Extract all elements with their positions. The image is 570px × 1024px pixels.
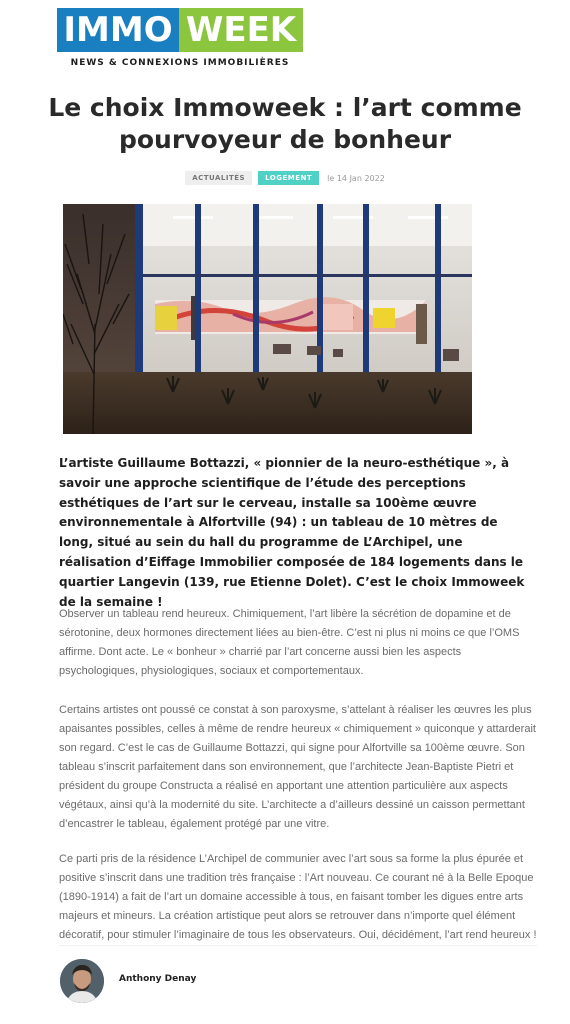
article-paragraph-1: Observer un tableau rend heureux. Chimiquement, l’art libère la sécrétion de dopamine et de sérotonine, deux hormones directement liées au bien-être. C’est ni plus ni moins ce que l’OMS affirme. Dont acte. Le « bonheur » charrié par l’art concerne aussi bien les aspects psychologiques, physiologiques, sociaux et comportementaux. xyxy=(59,608,520,677)
avatar-portrait xyxy=(60,959,104,1003)
logo-week: WEEK xyxy=(179,8,303,52)
article-title: Le choix Immoweek : l’art comme pourvoyeur de bonheur xyxy=(48,93,522,154)
logo-tagline: NEWS & CONNEXIONS IMMOBILIÈRES xyxy=(70,58,290,68)
logo-immo: IMMO xyxy=(57,8,179,52)
article-paragraph-2: Certains artistes ont poussé ce constat à son paroxysme, s’attelant à réaliser les œuvres les plus apaisantes possibles, celles à même de rendre heureux « chimiquement » quiconque y attarderait son regard. C’est le cas de Guillaume Bottazzi, qui signe pour Alfortville sa 100ème œuvre. Son tableau s’inscrit parfaitement dans son environnement, que l’architecte Jean-Baptiste Pietri et président du groupe Constructa a réalisé en apportant une attention particulière aux aspects végétaux, ainsi qu’à la modernité du site. L’architecte a d’ailleurs dessiné un caisson permettant d’encastrer le tableau, également protégé par une vitre. xyxy=(59,704,536,830)
category-badge-actualites[interactable]: ACTUALITÉS xyxy=(185,171,252,185)
author-divider xyxy=(59,945,537,946)
category-badge-logement[interactable]: LOGEMENT xyxy=(258,171,319,185)
article-paragraph-3: Ce parti pris de la résidence L’Archipel de communier avec l’art sous sa forme la plus épurée et positive s’inscrit dans une tradition très française : l’Art nouveau. Ce courant né à la Belle Epoque (1890-1914) a fait de l’art un domaine accessible à tous, en faisant tomber les digues entre arts majeurs et mineurs. La création artistique peut alors se retrouver dans n’importe quel élément décoratif, pour stimuler l’imaginaire de tous les observateurs. Oui, décidément, l’art rend heureux ! xyxy=(59,853,537,941)
author-name[interactable]: Anthony Denay xyxy=(119,974,197,984)
building-hall-illustration xyxy=(63,204,472,434)
article-lead: L’artiste Guillaume Bottazzi, « pionnier de la neuro-esthétique », à savoir une approche scientifique de l’étude des perceptions esthétiques de l’art sur le cerveau, installe sa 100ème œuvre environnementale à Alfortville (94) : un tableau de 10 mètres de long, situé au sein du hall du programme de L’Archipel, une réalisation d’Eiffage Immobilier composée de 184 logements dans le quartier Langevin (139, rue Etienne Dolet). C’est le choix Immoweek de la semaine ! xyxy=(59,456,525,609)
author-avatar[interactable] xyxy=(60,959,104,1003)
article-photo xyxy=(63,204,472,434)
logo-wordmark xyxy=(57,8,303,52)
publish-date: le 14 Jan 2022 xyxy=(327,173,385,183)
article-meta xyxy=(0,171,570,185)
immoweek-logo[interactable] xyxy=(57,8,303,68)
